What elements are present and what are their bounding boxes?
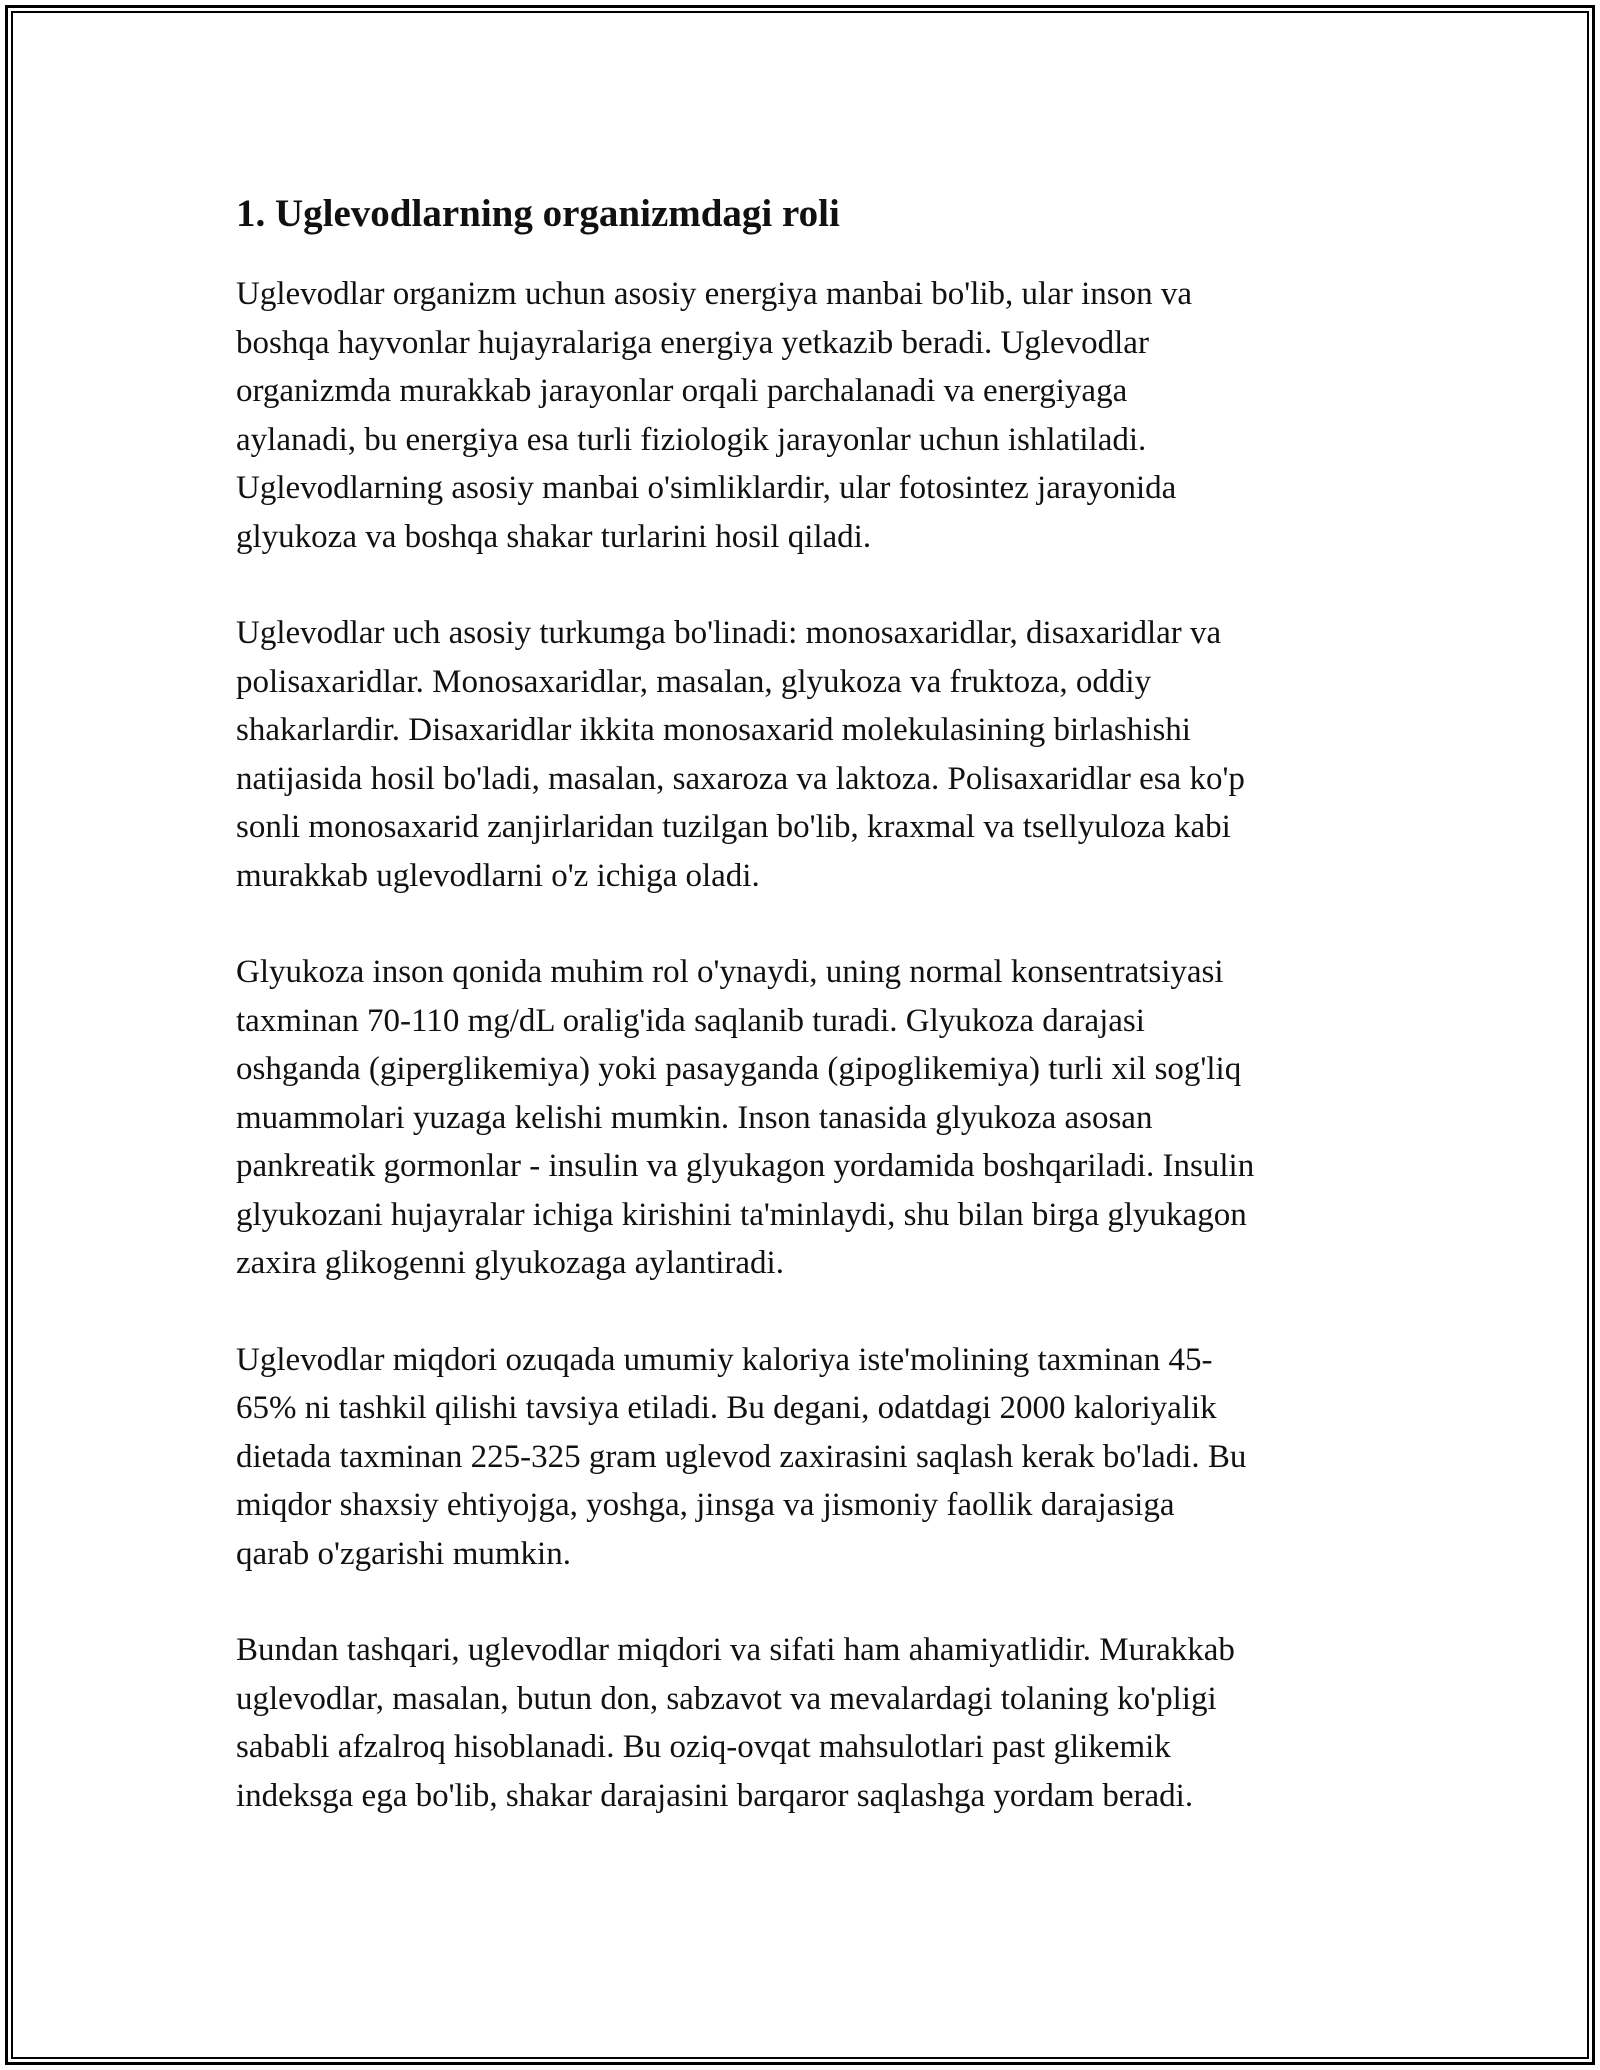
paragraph-carbohydrate-energy-role: Uglevodlar organizm uchun asosiy energiya manbai bo'lib, ular inson va boshqa hayvonlar hujayralariga energiya yetkazib beradi. Uglevodlar organizmda murakkab jarayonlar orqali parchalanadi va energiyaga aylanadi, bu energiya esa turli fiziologik jarayonlar uchun ishlatiladi. Uglevodlarning asosiy manbai o'simliklardir, ular fotosintez jarayonida glyukoza va boshqa shakar turlarini hosil qiladi. <box>236 276 1193 555</box>
section-heading: 1. Uglevodlarning organizmdagi roli <box>236 192 840 235</box>
paragraph-carbohydrate-classification: Uglevodlar uch asosiy turkumga bo'linadi: monosaxaridlar, disaxaridlar va polisaxaridlar. Monosaxaridlar, masalan, glyukoza va fruktoza, oddiy shakarlardir. Disaxaridlar ikkita monosaxarid molekulasining birlashishi natijasida hosil bo'ladi, masalan, saxaroza va laktoza. Polisaxaridlar esa ko'p sonli monosaxarid zanjirlaridan tuzilgan bo'lib, kraxmal va tsellyuloza kabi murakkab uglevodlarni o'z ichiga oladi. <box>236 615 1245 894</box>
paragraph-dietary-intake: Uglevodlar miqdori ozuqada umumiy kaloriya iste'molining taxminan 45- 65% ni tashkil qilishi tavsiya etiladi. Bu degani, odatdagi 2000 kaloriyalik dietada taxminan 225-325 gram uglevod zaxirasini saqlash kerak bo'ladi. Bu miqdor shaxsiy ehtiyojga, yoshga, jinsga va jismoniy faollik darajasiga qarab o'zgarishi mumkin. <box>236 1341 1247 1572</box>
paragraph-carbohydrate-quality: Bundan tashqari, uglevodlar miqdori va sifati ham ahamiyatlidir. Murakkab uglevodlar, masalan, butun don, sabzavot va mevalardagi tolaning ko'pligi sababli afzalroq hisoblanadi. Bu oziq-ovqat mahsulotlari past glikemik indeksga ega bo'lib, shakar darajasini barqaror saqlashga yordam beradi. <box>236 1632 1235 1814</box>
paragraph-blood-glucose: Glyukoza inson qonida muhim rol o'ynaydi, uning normal konsentratsiyasi taxminan 70-110 mg/dL oralig'ida saqlanib turadi. Glyukoza darajasi oshganda (giperglikemiya) yoki pasayganda (gipoglikemiya) turli xil sog'liq muammolari yuzaga kelishi mumkin. Inson tanasida glyukoza asosan pankreatik gormonlar - insulin va glyukagon yordamida boshqariladi. Insulin glyukozani hujayralar ichiga kirishini ta'minlaydi, shu bilan birga glyukagon zaxira glikogenni glyukozaga aylantiradi. <box>236 954 1255 1281</box>
document-body <box>236 188 1386 1868</box>
